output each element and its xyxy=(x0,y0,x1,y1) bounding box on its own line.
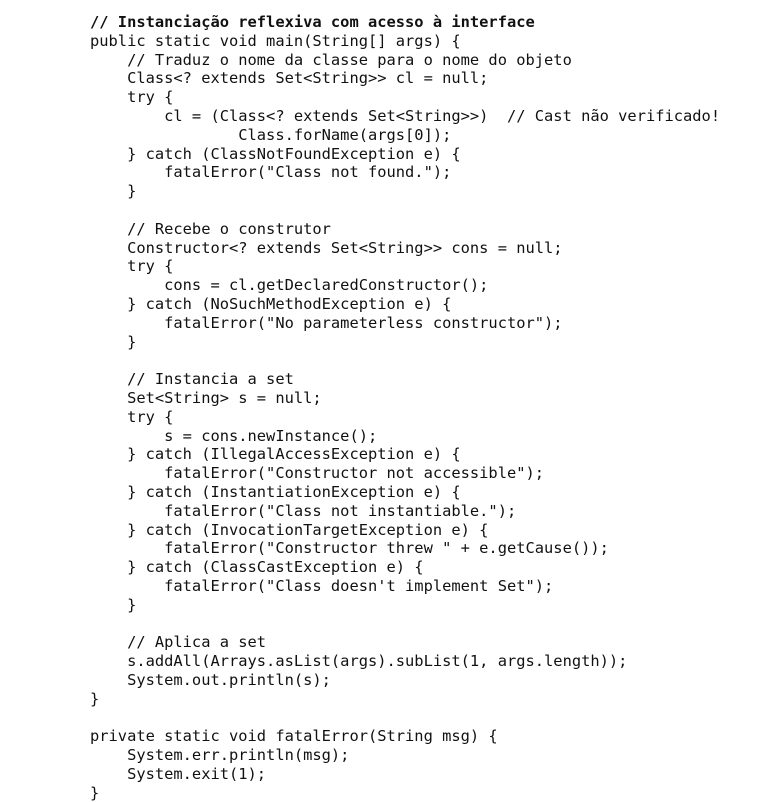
code-line: try { xyxy=(90,407,174,426)
code-line: private static void fatalError(String msg) { xyxy=(90,727,498,746)
code-line xyxy=(90,708,720,727)
code-line: fatalError("Class not found."); xyxy=(90,163,452,182)
code-line: } catch (IllegalAccessException e) { xyxy=(90,445,461,464)
code-line: try { xyxy=(90,257,174,276)
code-line: fatalError("Class doesn't implement Set"); xyxy=(90,576,554,595)
code-line: // Instancia a set xyxy=(90,370,294,389)
code-line: // Recebe o construtor xyxy=(90,219,331,238)
code-line: } catch (NoSuchMethodException e) { xyxy=(90,294,452,313)
code-line: } xyxy=(90,783,100,802)
code-line: System.out.println(s); xyxy=(90,670,331,689)
code-line: } catch (InstantiationException e) { xyxy=(90,482,461,501)
code-line: } xyxy=(90,595,137,614)
code-line: fatalError("No parameterless constructor"); xyxy=(90,313,563,332)
code-line: cl = (Class<? extends Set<String>>) // Cast não verificado! xyxy=(90,106,721,125)
code-line: } catch (InvocationTargetException e) { xyxy=(90,520,489,539)
code-line: } xyxy=(90,182,137,201)
code-line xyxy=(90,201,720,220)
code-line: } catch (ClassNotFoundException e) { xyxy=(90,144,461,163)
code-line xyxy=(90,615,720,634)
code-line: cons = cl.getDeclaredConstructor(); xyxy=(90,276,489,295)
code-line: Set<String> s = null; xyxy=(90,388,322,407)
code-line: Constructor<? extends Set<String>> cons = null; xyxy=(90,238,563,257)
code-line xyxy=(90,351,720,370)
code-line: s.addAll(Arrays.asList(args).subList(1, args.length)); xyxy=(90,652,628,671)
code-listing xyxy=(90,13,720,802)
code-line: Class<? extends Set<String>> cl = null; xyxy=(90,69,489,88)
code-line: // Aplica a set xyxy=(90,633,267,652)
code-line: } catch (ClassCastException e) { xyxy=(90,558,424,577)
code-line: fatalError("Constructor not accessible"); xyxy=(90,464,545,483)
code-line: // Traduz o nome da classe para o nome do objeto xyxy=(90,50,572,69)
code-line: } xyxy=(90,332,137,351)
code-line: } xyxy=(90,689,100,708)
code-line: s = cons.newInstance(); xyxy=(90,426,378,445)
code-line: System.err.println(msg); xyxy=(90,746,350,765)
code-line: fatalError("Class not instantiable."); xyxy=(90,501,517,520)
code-line: System.exit(1); xyxy=(90,764,267,783)
code-comment-heading: // Instanciação reflexiva com acesso à interface xyxy=(90,13,535,31)
code-line: try { xyxy=(90,88,174,107)
code-line: public static void main(String[] args) { xyxy=(90,31,461,50)
code-line: Class.forName(args[0]); xyxy=(90,125,452,144)
code-line: fatalError("Constructor threw " + e.getCause()); xyxy=(90,539,609,558)
